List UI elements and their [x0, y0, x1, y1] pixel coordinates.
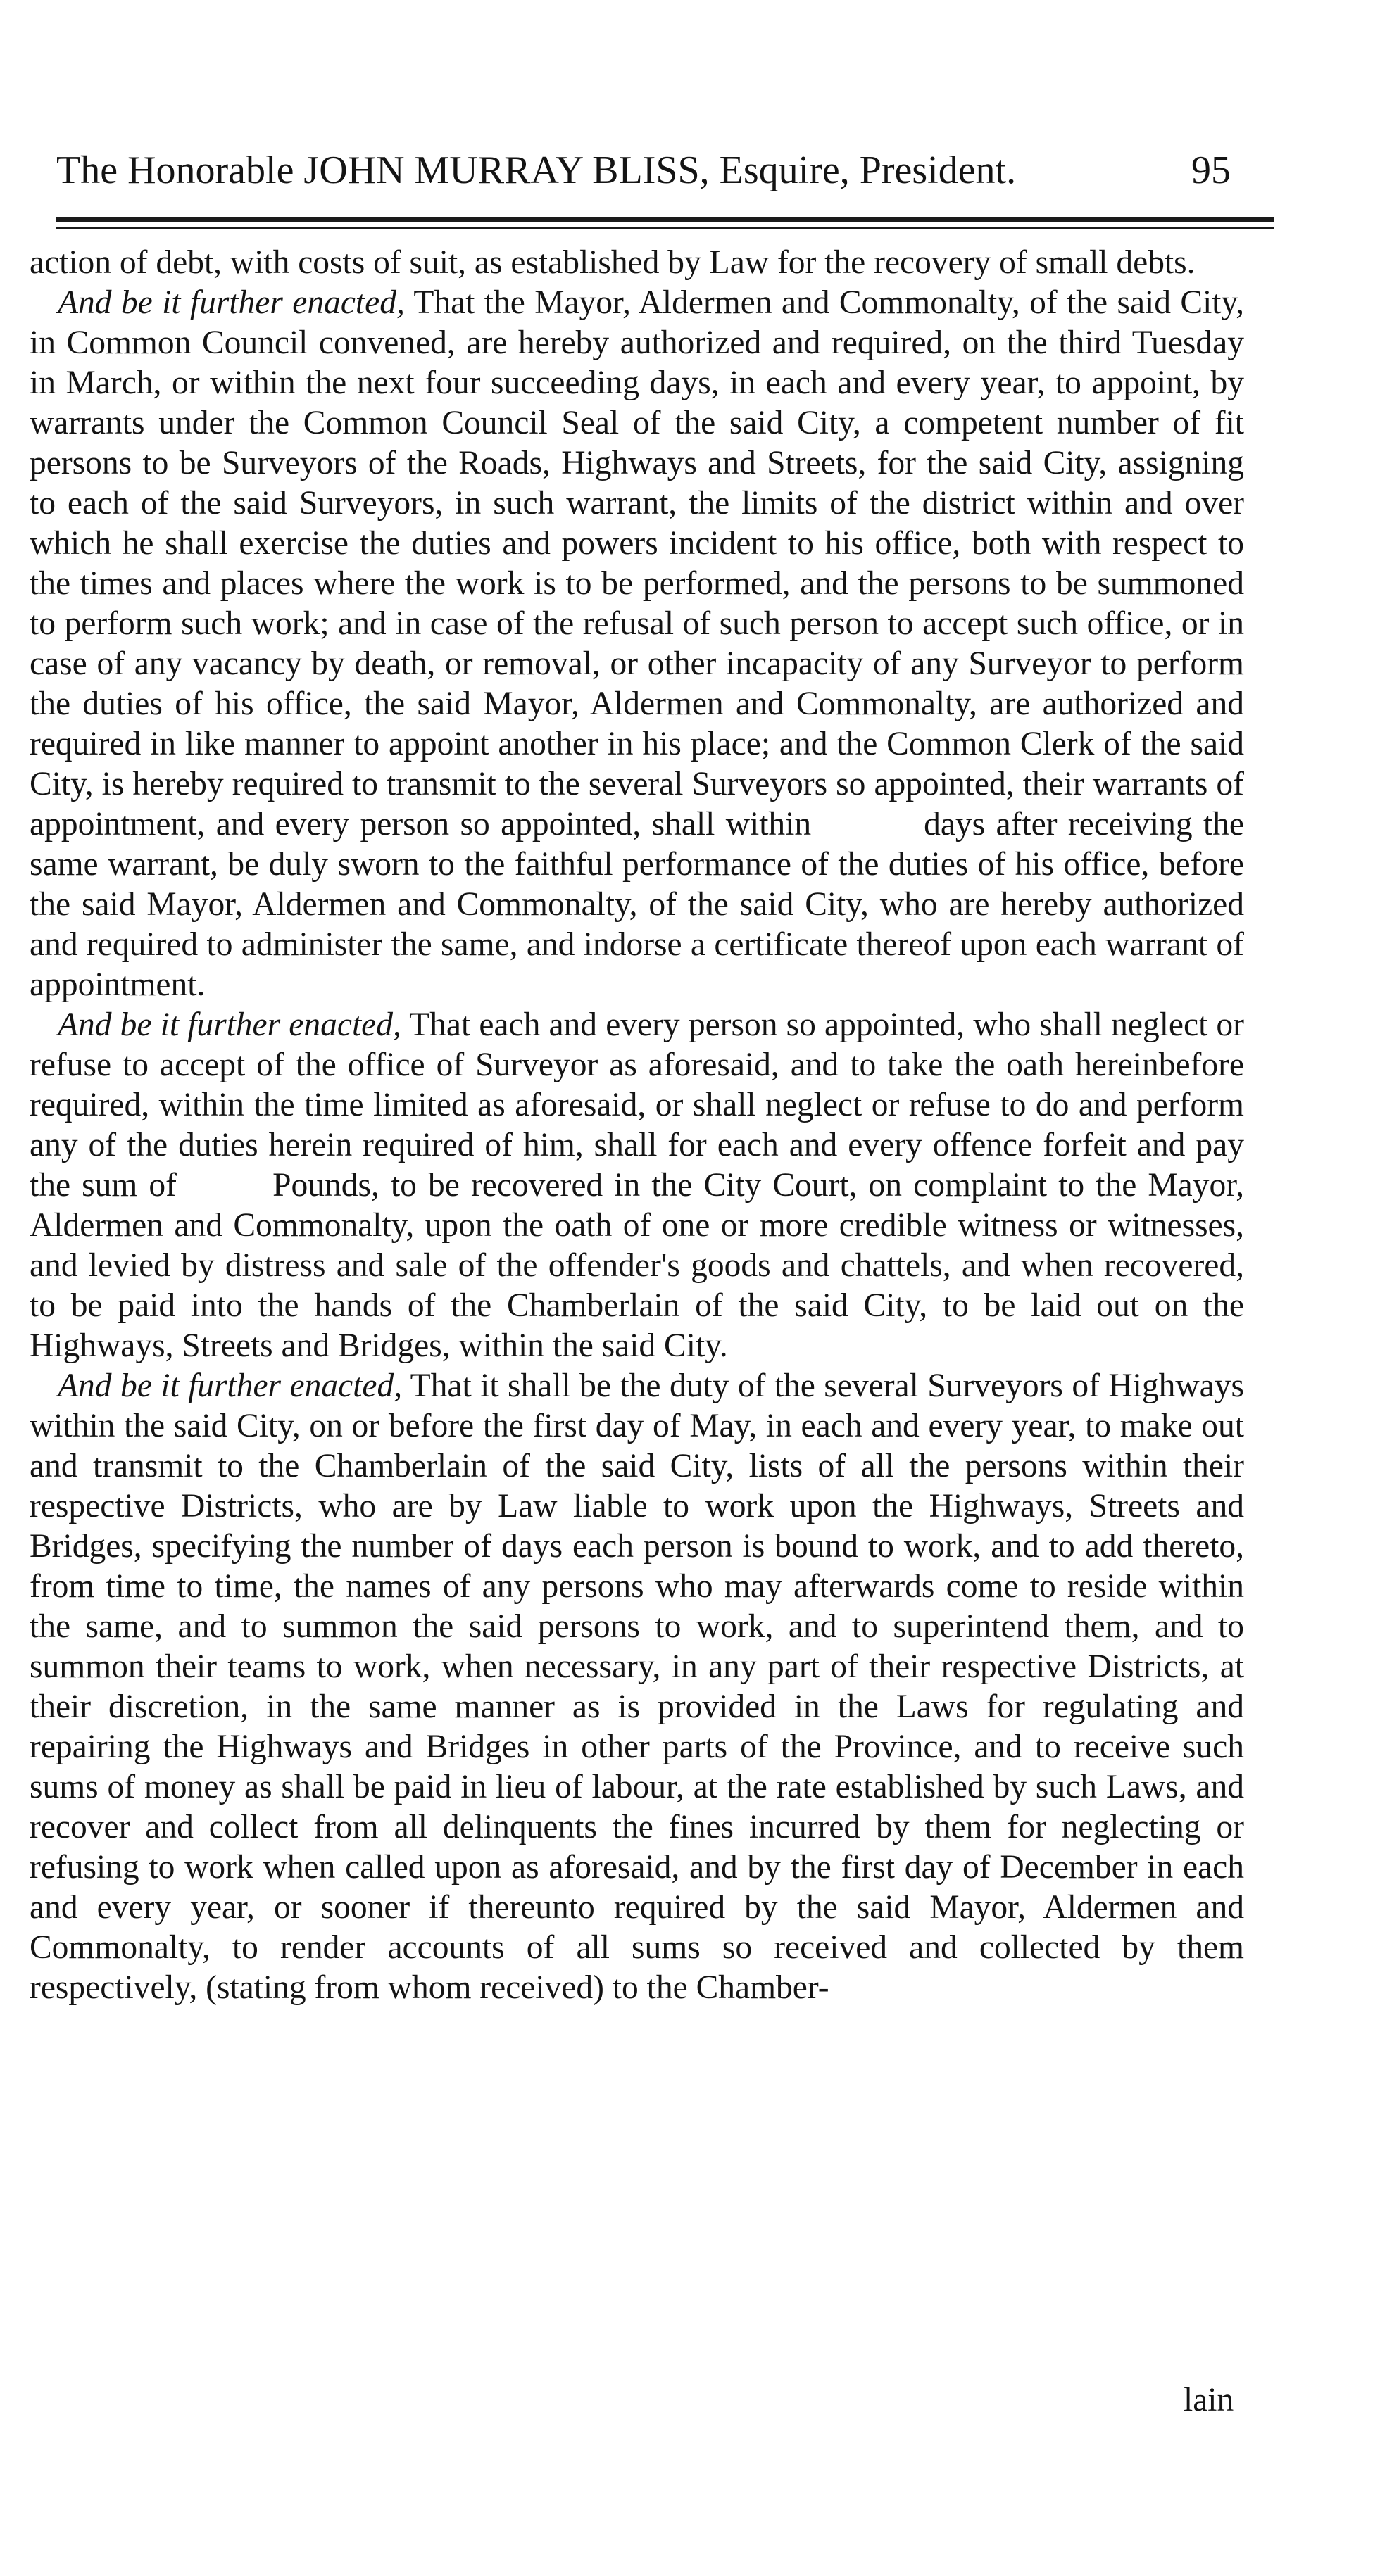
header-rule-thick [56, 217, 1274, 222]
catchword: lain [1184, 2382, 1234, 2418]
paragraph-4-lead: And be it further enacted, [58, 1368, 403, 1404]
paragraph-3 [30, 1005, 1244, 1366]
paragraph-2-text-b: days after receiving the same warrant, be duly sworn to the faithful performance of the duties of his office, before the said Mayor, Aldermen and Commonalty, of the said City, who are hereby authorized and required to administer the same, and indorse a certificate thereof upon each warrant of appointment. [30, 806, 1244, 1003]
page-number: 95 [1191, 149, 1231, 192]
paragraph-2 [30, 283, 1244, 1005]
body-text [30, 243, 1244, 2008]
running-head [56, 149, 1253, 191]
paragraph-2-text-a: That the Mayor, Aldermen and Commonalty, of the said City, in Common Council convened, are hereby authorized and required, on the third Tuesday in March, or within the next four succeeding days, in each and every year, to appoint, by warrants under the Common Council Seal of the said City, a competent number of fit persons to be Surveyors of the Roads, Highways and Streets, for the said City, assigning to each of the said Surveyors, in such warrant, the limits of the district within and over which he shall exercise the duties and powers incident to his office, both with respect to the times and places where the work is to be performed, and the persons to be summoned to perform such work; and in case of the refusal of such person to accept such office, or in case of any vacancy by death, or removal, or other incapacity of any Surveyor to perform the duties of his office, the said Mayor, Aldermen and Commonalty, are authorized and required in like manner to appoint another in his place; and the Common Clerk of the said City, is hereby required to transmit to the several Surveyors so appointed, their warrants of appointment, and every person so appointed, shall within [30, 284, 1245, 842]
paragraph-2-lead: And be it further enacted, [58, 284, 405, 321]
header-rule-thin [56, 227, 1274, 229]
paragraph-3-text-a: That each and every person so appointed, who shall neglect or refuse to accept of the office of Surveyor as aforesaid, and to take the oath hereinbefore required, within the time limited as aforesaid, or shall neglect or refuse to do and perform any of the duties herein required of him, shall for each and every offence forfeit and pay the sum of [30, 1006, 1244, 1204]
paragraph-4 [30, 1366, 1244, 2008]
paragraph-3-text-b: Pounds, to be recovered in the City Court, on complaint to the Mayor, Aldermen and Commonalty, upon the oath of one or more credible witness or witnesses, and levied by distress and sale of the offender's goods and chattels, and when recovered, to be paid into the hands of the Chamberlain of the said City, to be laid out on the Highways, Streets and Bridges, within the said City. [30, 1167, 1244, 1364]
paragraph-3-lead: And be it further enacted, [58, 1006, 401, 1043]
paragraph-1 [30, 243, 1244, 283]
paragraph-4-text: That it shall be the duty of the several Surveyors of Highways within the said City, on or before the first day of May, in each and every year, to make out and transmit to the Chamberlain of the said City, lists of all the persons within their respective Districts, who are by Law liable to work upon the Highways, Streets and Bridges, specifying the number of days each person is bound to work, and to add thereto, from time to time, the names of any persons who may afterwards come to reside within the same, and to summon the said persons to work, and to superintend them, and to summon their teams to work, when necessary, in any part of their respective Districts, at their discretion, in the same manner as is provided in the Laws for regulating and repairing the Highways and Bridges in other parts of the Province, and to receive such sums of money as shall be paid in lieu of labour, at the rate established by such Laws, and recover and collect from all delinquents the fines incurred by them for neglecting or refusing to work when called upon as aforesaid, and by the first day of December in each and every year, or sooner if thereunto required by the said Mayor, Aldermen and Commonalty, to render accounts of all sums so received and collected by them respectively, (stating from whom received) to the Chamber- [30, 1368, 1244, 2006]
paragraph-1-text: action of debt, with costs of suit, as established by Law for the recovery of small debts. [30, 244, 1196, 281]
running-title: The Honorable JOHN MURRAY BLISS, Esquire, President. [56, 149, 1017, 192]
